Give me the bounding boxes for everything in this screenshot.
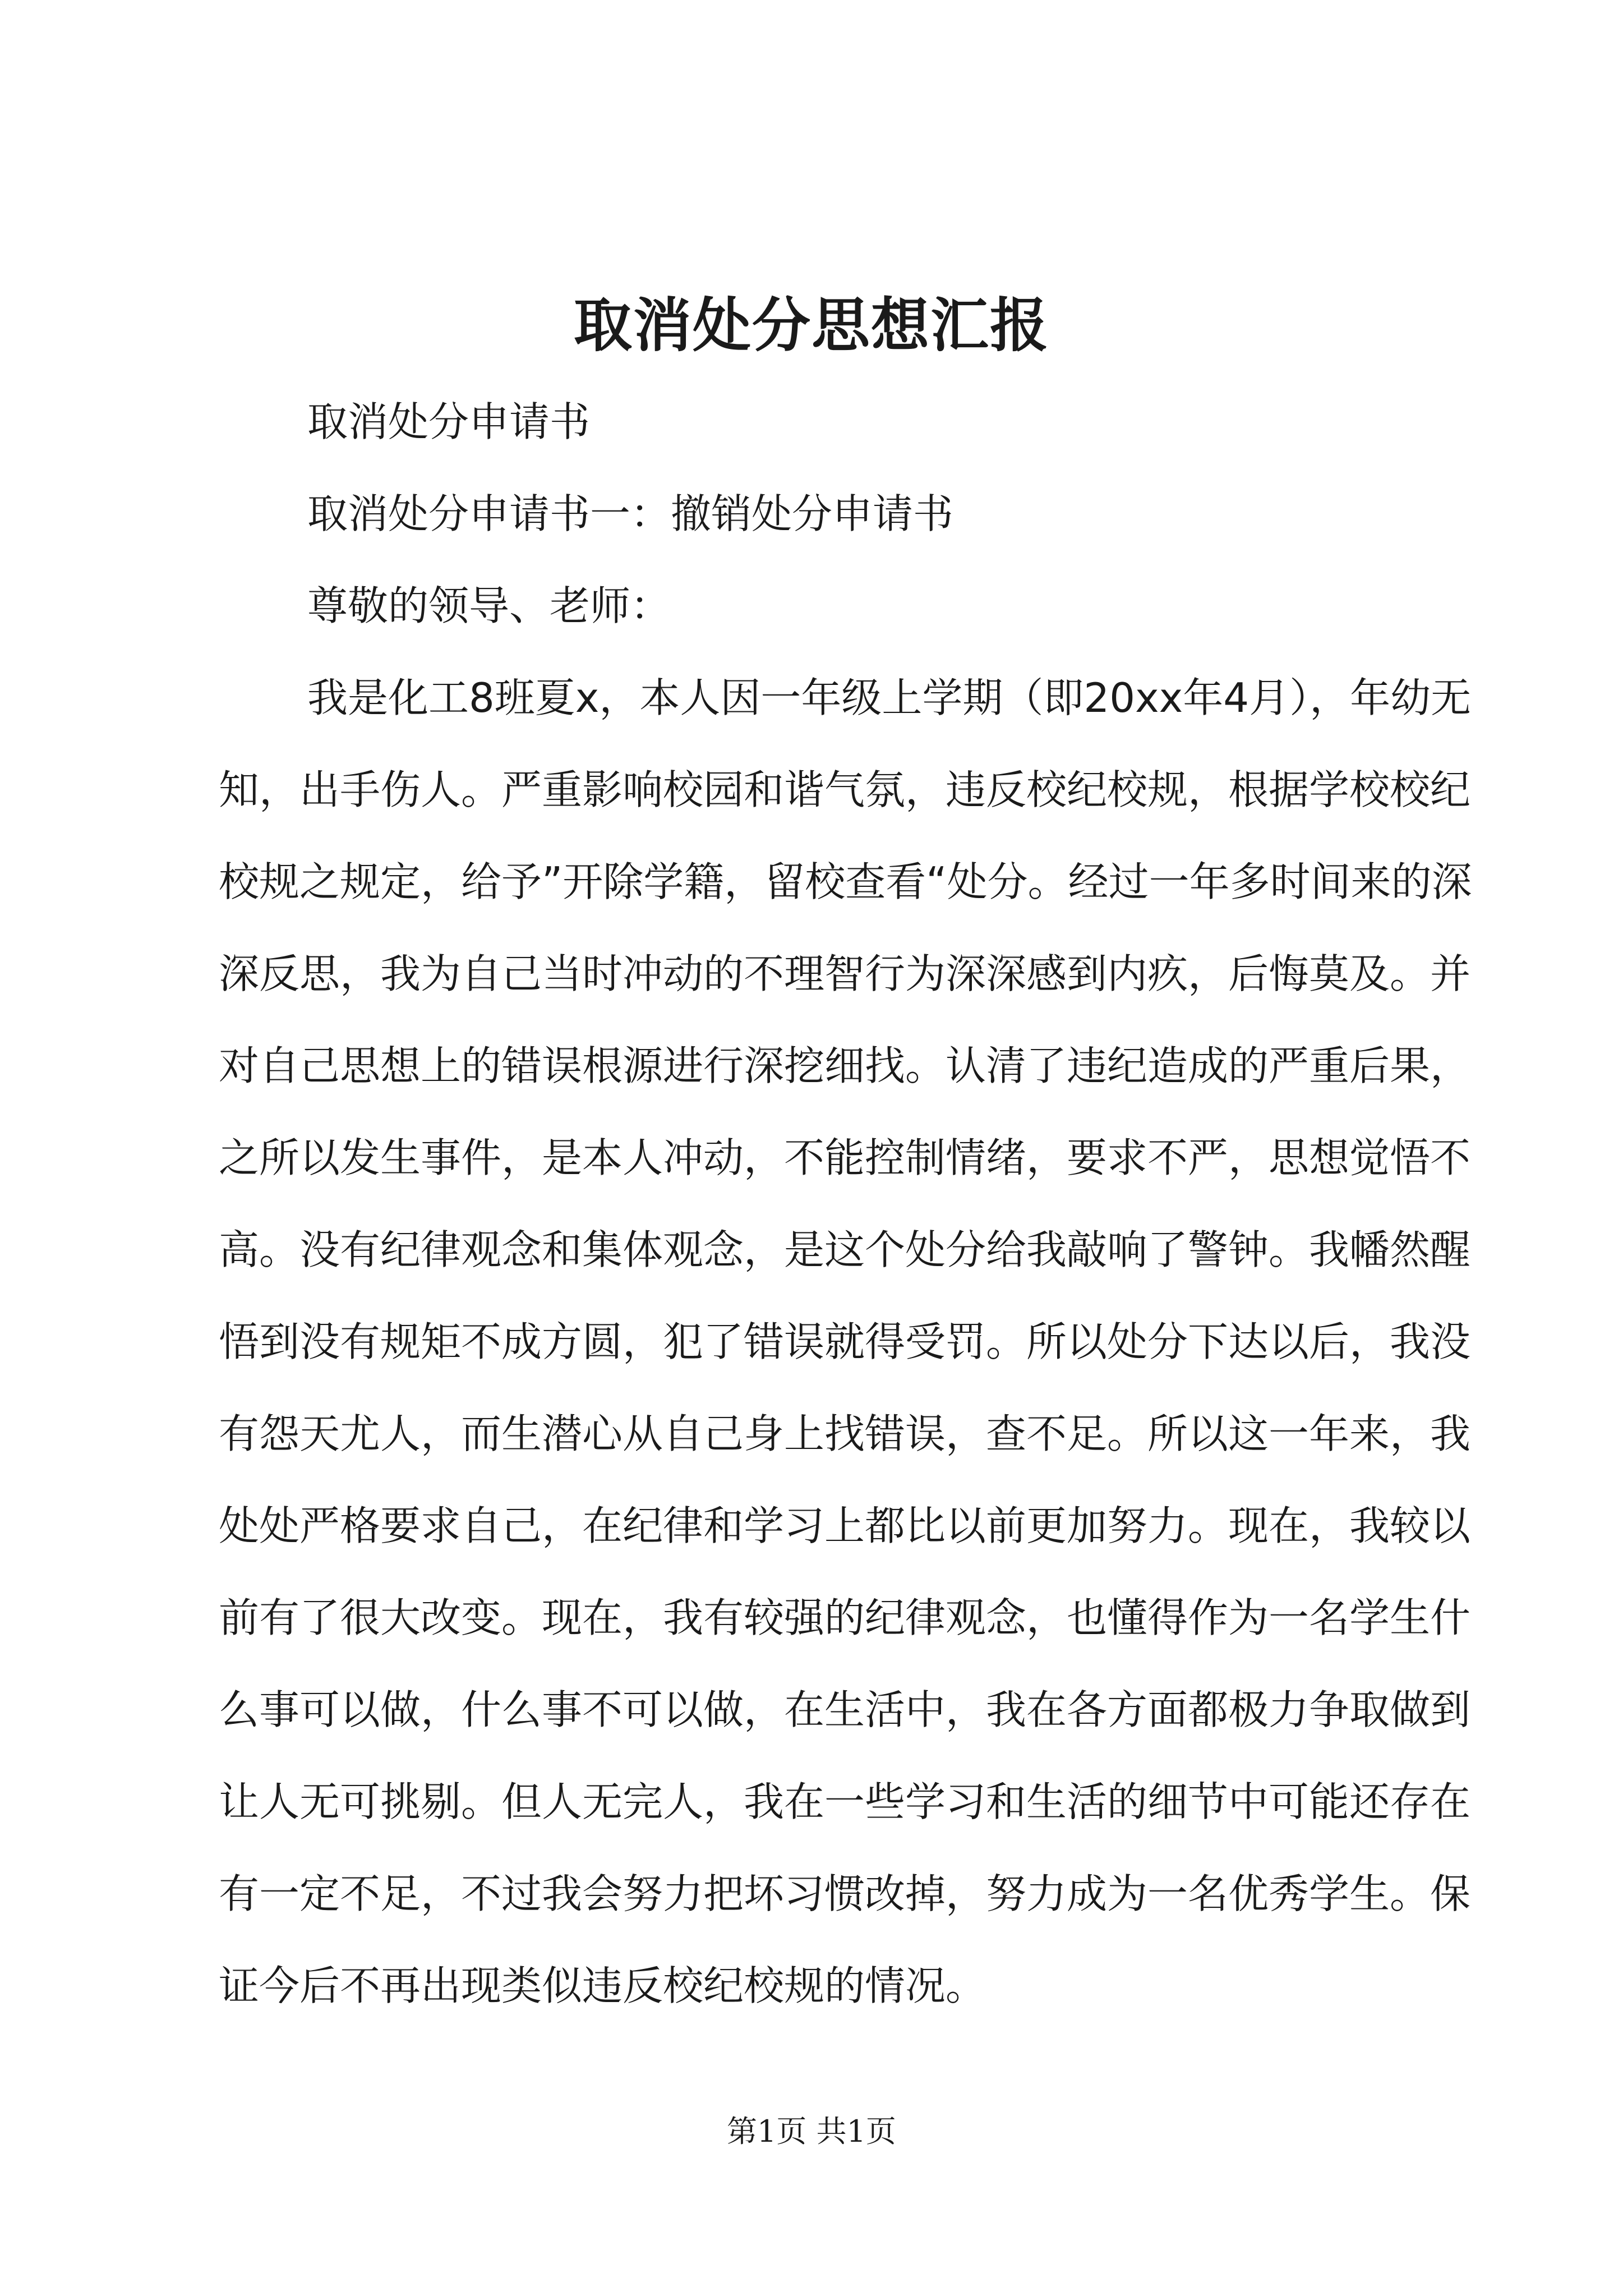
document-body <box>219 376 1475 2032</box>
page-footer: 第1页 共1页 <box>727 2114 896 2149</box>
paragraph-subtitle: 取消处分申请书 <box>307 398 591 445</box>
paragraph-heading: 取消处分申请书一：撤销处分申请书 <box>307 490 954 537</box>
paragraph-main: 我是化工8班夏x，本人因一年级上学期（即20xx年4月），年幼无知，出手伤人。严重影响校园和谐气氛，违反校纪校规，根据学校校纪校规之规定，给予”开除学籍，留校查看“处分。经过一年多时间来的深深反思，我为自己当时冲动的不理智行为深深感到内疚，后悔莫及。并对自己思想上的错误根源进行深挖细找。认清了违纪造成的严重后果，之所以发生事件，是本人冲动，不能控制情绪，要求不严，思想觉悟不高。没有纪律观念和集体观念，是这个处分给我敲响了警钟。我幡然醒悟到没有规矩不成方圆，犯了错误就得受罚。所以处分下达以后，我没有怨天尤人，而生潜心从自己身上找错误，查不足。所以这一年来，我处处严格要求自己，在纪律和学习上都比以前更加努力。现在，我较以前有了很大改变。现在，我有较强的纪律观念，也懂得作为一名学生什么事可以做，什么事不可以做，在生活中，我在各方面都极力争取做到让人无可挑剔。但人无完人，我在一些学习和生活的细节中可能还存在有一定不足，不过我会努力把坏习惯改掉，努力成为一名优秀学生。保证今后不再出现类似违反校纪校规的情况。 <box>219 674 1472 2009</box>
page-title: 取消处分思想汇报 <box>573 291 1049 360</box>
paragraph-salutation: 尊敬的领导、老师： <box>307 582 671 629</box>
